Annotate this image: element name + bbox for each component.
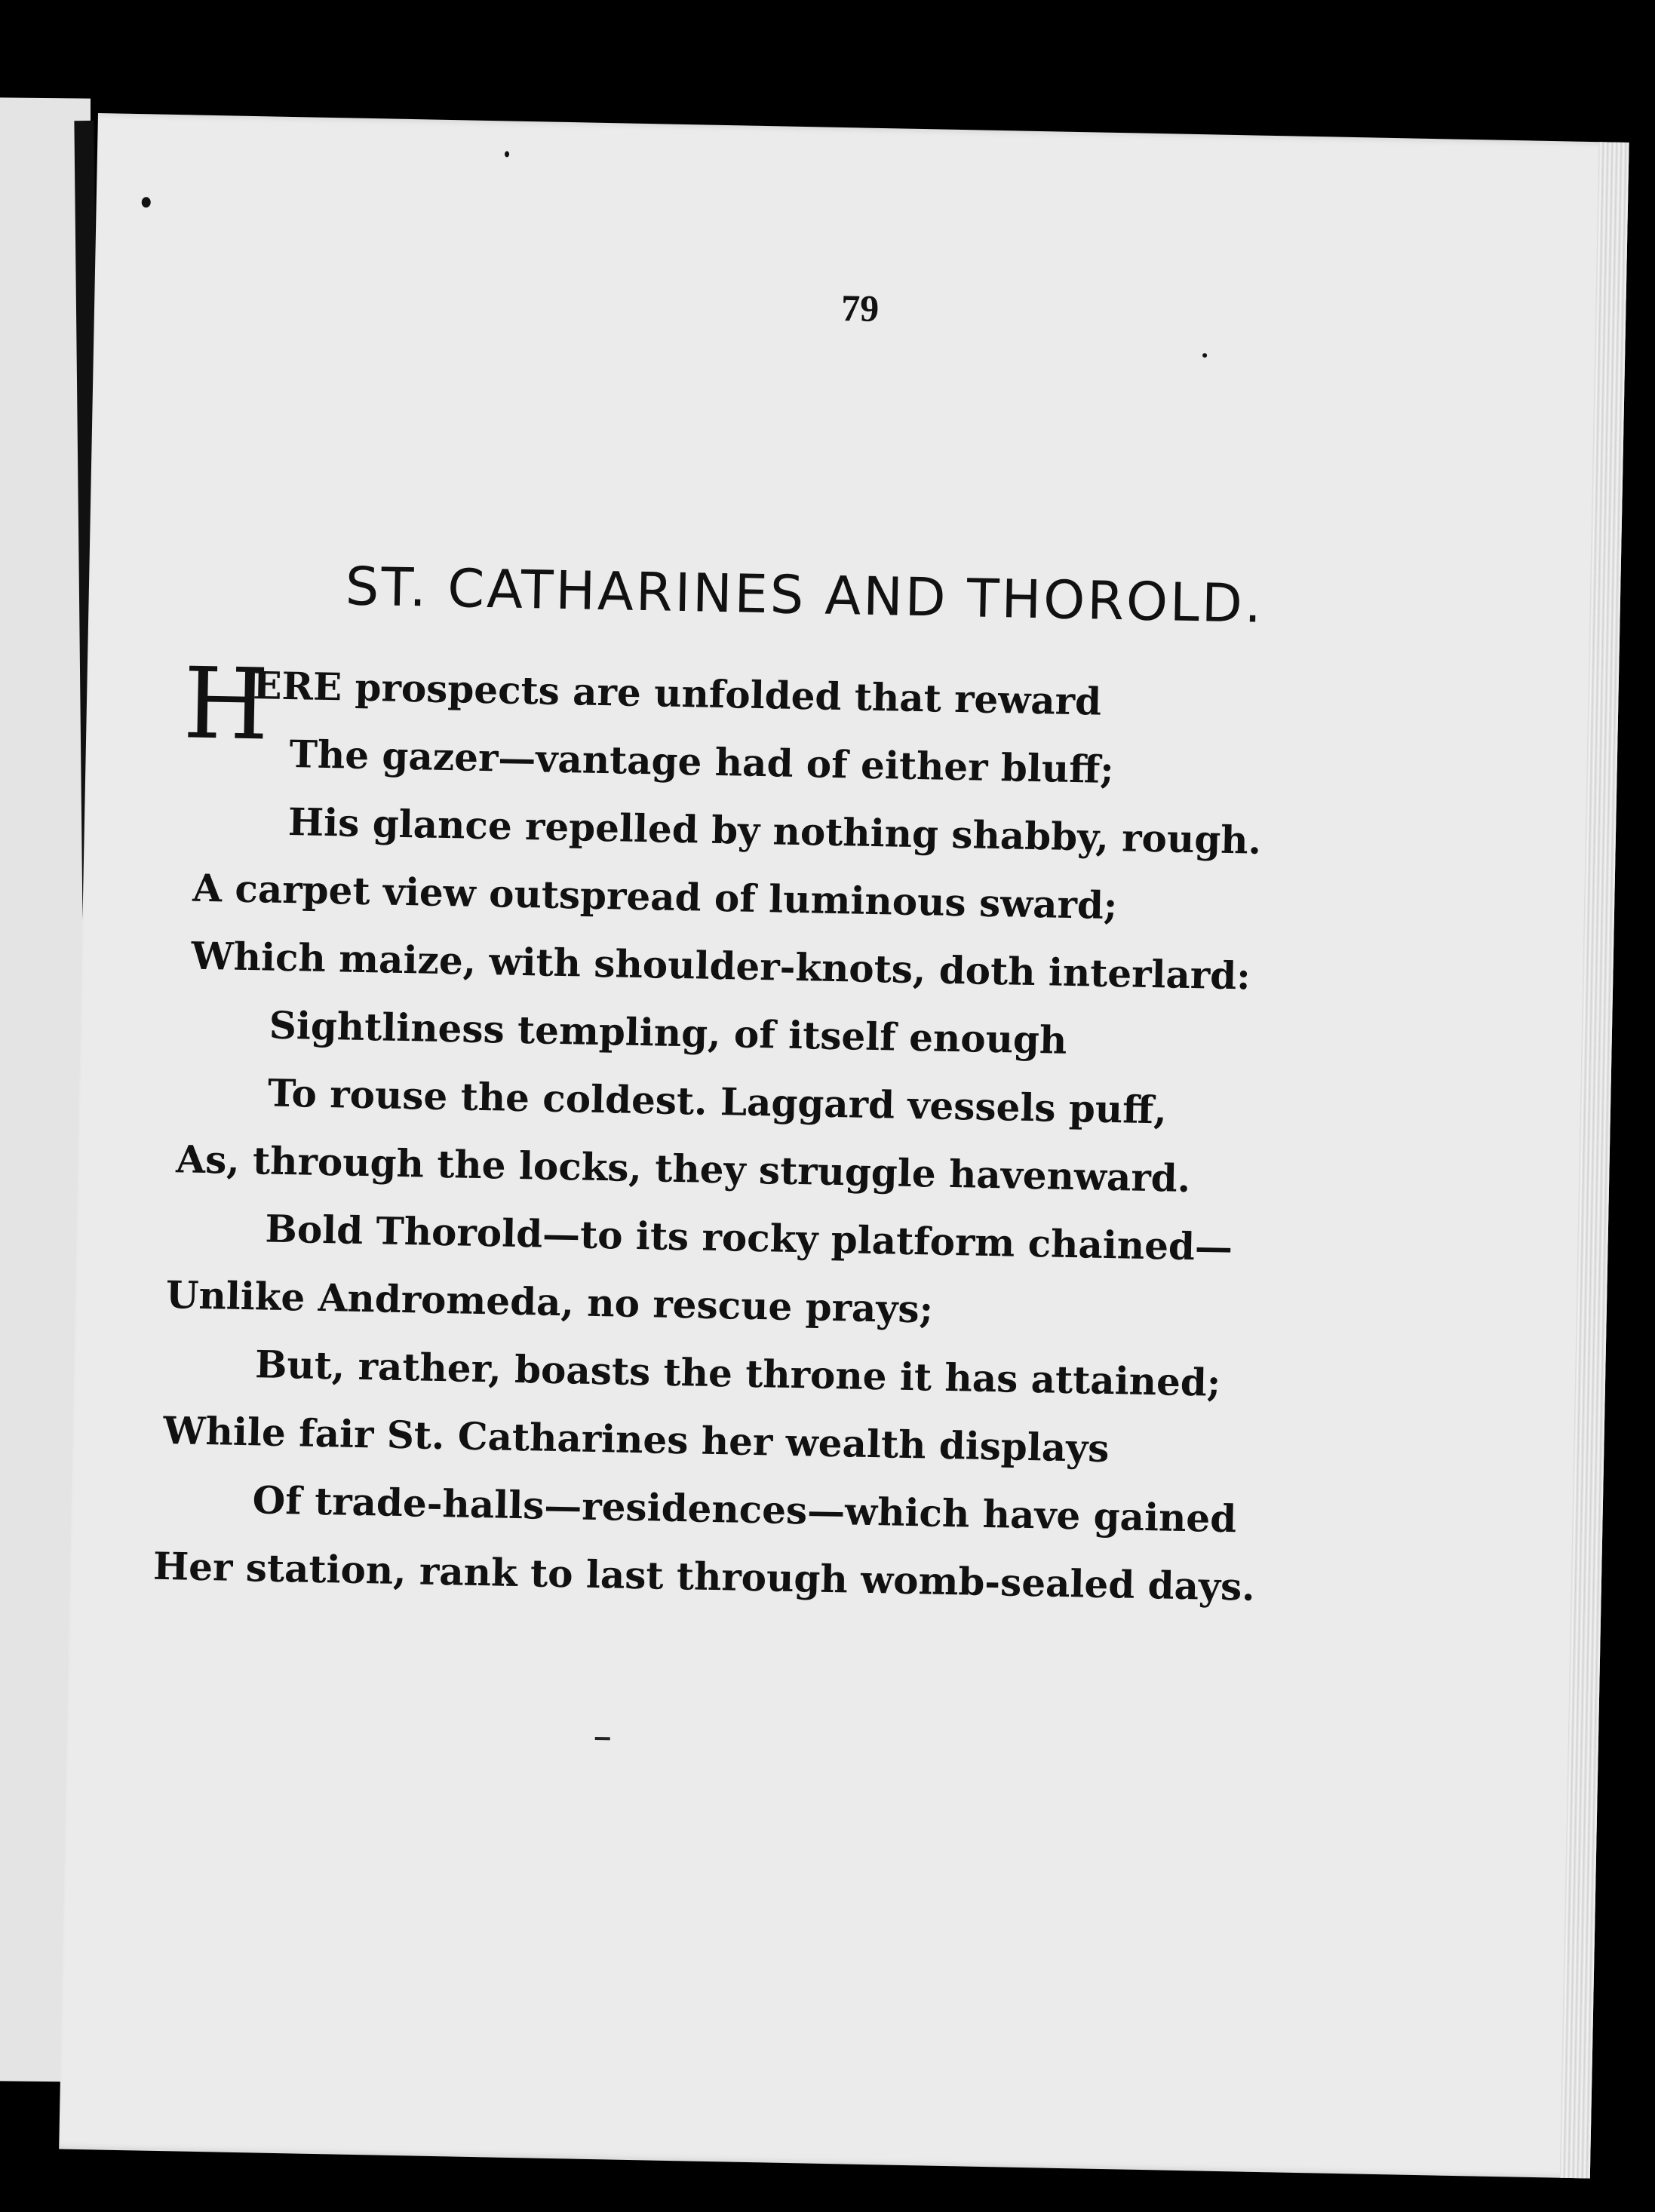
poem-line-2: The gazer—vantage had of either bluff; — [289, 732, 1115, 793]
poem-line-11: But, rather, boasts the throne it has attained; — [254, 1342, 1221, 1405]
page-edge — [1560, 142, 1629, 2178]
book-page — [59, 113, 1629, 2178]
poem-line-8: As, through the locks, they struggle havenward. — [175, 1137, 1191, 1201]
drop-cap: H — [182, 646, 270, 762]
poem-line-1: ERE prospects are unfolded that reward — [252, 663, 1102, 724]
poem-line-10: Unlike Andromeda, no rescue prays; — [165, 1272, 934, 1332]
poem-line-14: Her station, rank to last through womb-sealed days. — [152, 1543, 1256, 1609]
ink-speck — [1202, 353, 1207, 357]
poem-line-5: Which maize, with shoulder-knots, doth interlard: — [191, 933, 1251, 999]
poem-line-6: Sightliness templing, of itself enough — [269, 1002, 1067, 1063]
poem-line-4: A carpet view outspread of luminous sward; — [192, 865, 1118, 928]
poem-line-13: Of trade-halls—residences—which have gained — [252, 1477, 1237, 1542]
poem-line-12: While fair St. Catharines her wealth displays — [162, 1407, 1110, 1471]
poem-line-9: Bold Thorold—to its rocky platform chained— — [265, 1206, 1233, 1270]
poem-line-3: His glance repelled by nothing shabby, rough. — [287, 799, 1262, 863]
poem-title: ST. CATHARINES AND THOROLD. — [345, 555, 1264, 635]
poem-line-7: To rouse the coldest. Laggard vessels puff, — [267, 1070, 1168, 1133]
page-number: 79 — [840, 286, 880, 330]
ink-mark — [595, 1737, 610, 1740]
ink-speck — [505, 151, 509, 157]
ink-speck — [142, 197, 151, 207]
